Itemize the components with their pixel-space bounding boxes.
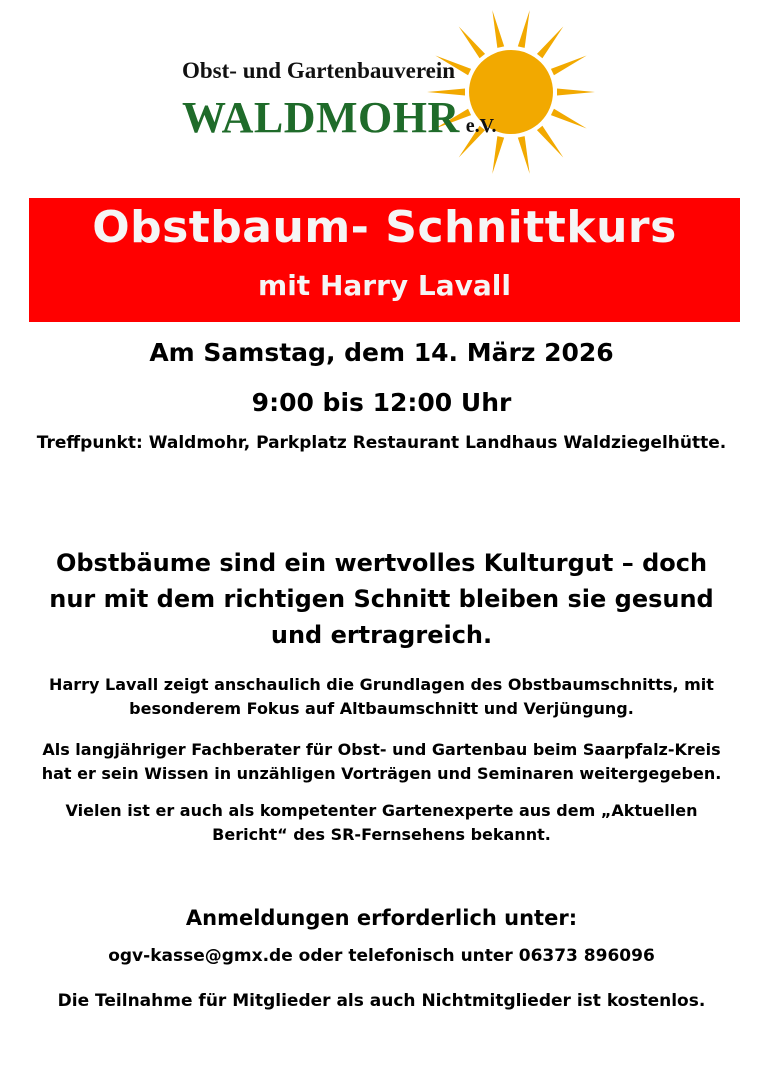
paragraph-experience: Als langjähriger Fachberater für Obst- und Gartenbau beim Saarpfalz-Kreis hat er sein Wissen in unzähligen Vorträgen und Seminaren weitergegeben. <box>41 740 722 783</box>
registration-contact[interactable]: ogv-kasse@gmx.de oder telefonisch unter 06373 896096 <box>108 946 655 966</box>
event-time: 9:00 bis 12:00 Uhr <box>251 388 512 417</box>
logo-town-name: WALDMOHR <box>182 93 460 142</box>
event-date: Am Samstag, dem 14. März 2026 <box>149 338 614 367</box>
course-title: Obstbaum- Schnittkurs <box>92 202 677 253</box>
course-subtitle: mit Harry Lavall <box>258 269 511 302</box>
title-banner <box>29 198 740 322</box>
logo-association-name: Obst- und Gartenbauverein <box>182 58 456 83</box>
paragraph-topics: Harry Lavall zeigt anschaulich die Grundlagen des Obstbaumschnitts, mit besonderem Fokus auf Altbaumschnitt und Verjüngung. <box>49 675 714 718</box>
registration-note: Die Teilnahme für Mitglieder als auch Nichtmitglieder ist kostenlos. <box>57 991 706 1011</box>
lead-text: Obstbäume sind ein wertvolles Kulturgut – doch nur mit dem richtigen Schnitt bleiben sie gesund und ertragreich. <box>49 549 714 649</box>
meeting-point: Treffpunkt: Waldmohr, Parkplatz Restaurant Landhaus Waldziegelhütte. <box>36 433 727 453</box>
registration-heading: Anmeldungen erforderlich unter: <box>185 906 578 930</box>
logo-town <box>182 92 497 143</box>
logo-suffix: e.V. <box>465 115 497 137</box>
paragraph-tv: Vielen ist er auch als kompetenter Gartenexperte aus dem „Aktuellen Bericht“ des SR-Fernsehens bekannt. <box>65 801 698 844</box>
